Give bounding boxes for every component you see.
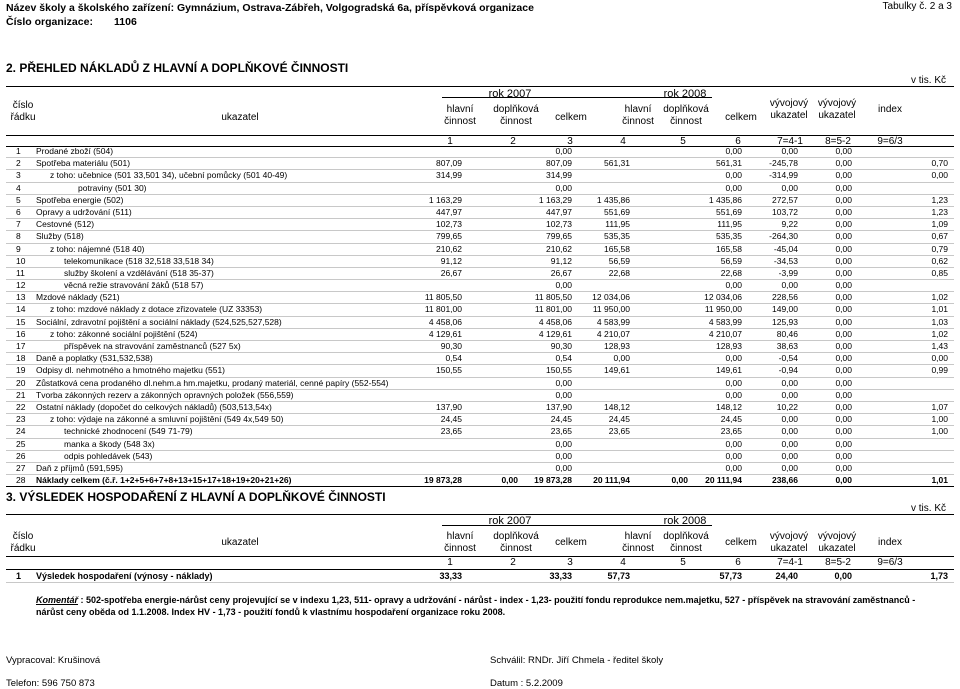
row-number: 19 <box>16 365 26 376</box>
row-value-col-3: 0,00 <box>555 377 572 388</box>
row-value-col-8: 0,00 <box>835 182 852 193</box>
s3-col-dev-2: vývojový ukazatel <box>817 531 857 554</box>
row-indicator: Daně a poplatky (531,532,538) <box>36 353 153 364</box>
row-value-col-7: 0,00 <box>781 389 798 400</box>
row-value-col-3: 90,30 <box>550 341 572 351</box>
row-number: 23 <box>16 414 26 425</box>
row-value-col-7: 9,22 <box>781 219 798 230</box>
row-value-col-6: 148,12 <box>716 401 742 412</box>
row-value-col-1: 23,65 <box>440 426 462 437</box>
row-value-col-6: 551,69 <box>716 206 742 217</box>
col-supp-2008: doplňková činnost <box>663 104 709 127</box>
row-value-col-3: 0,00 <box>555 389 572 400</box>
row-indicator: příspěvek na stravování zaměstnanců (527 5x) <box>64 341 241 351</box>
row-value-col-6: 1 435,86 <box>708 194 742 205</box>
row-value-col-1: 91,12 <box>440 255 462 266</box>
approved-by: Schválil: RNDr. Jiří Chmela - ředitel školy <box>490 655 664 666</box>
row-value-col-6: 0,00 <box>725 146 742 156</box>
row-value-col-9: 0,67 <box>931 231 948 242</box>
col-number-2: 2 <box>510 136 516 147</box>
row-value-col-8: 0,00 <box>835 219 852 230</box>
s3-col-index: index <box>878 537 902 548</box>
row-number: 15 <box>16 316 26 327</box>
row-value-col-8: 0,00 <box>835 328 852 339</box>
row-value-col-3: 23,65 <box>550 426 572 437</box>
row-number: 10 <box>16 255 26 266</box>
row-value-col-8: 0,00 <box>835 267 852 278</box>
row-value-col-1: 1 163,29 <box>428 194 462 205</box>
row-value-col-8: 0,00 <box>835 462 852 473</box>
row-indicator: Tvorba zákonných rezerv a zákonných opravných položek (556,559) <box>36 389 294 400</box>
row-value-col-7: 0,00 <box>781 377 798 388</box>
row-value-col-9: 1,09 <box>931 219 948 230</box>
row-value-col-6: 111,95 <box>717 219 742 230</box>
row-indicator: služby školení a vzdělávání (518 35-37) <box>64 267 214 278</box>
school-name: Název školy a školského zařízení: Gymnázium, Ostrava-Zábřeh, Volgogradská 6a, příspěvková organizace <box>6 2 534 14</box>
col-year-2008: rok 2008 <box>663 88 707 100</box>
row-number: 22 <box>16 401 26 412</box>
row-value-col-1: 799,65 <box>436 231 462 242</box>
row-value-col-8: 0,00 <box>835 158 852 169</box>
row-value-col-7: 24,40 <box>775 571 798 581</box>
row-value-col-9: 1,01 <box>931 475 948 486</box>
row-value-col-6: 24,45 <box>720 414 742 425</box>
s3-col-year-2008: rok 2008 <box>663 515 707 527</box>
s3-col-main-2007: hlavní činnost <box>444 531 476 554</box>
s3-col-number-4: 4 <box>620 557 626 568</box>
row-value-col-4: 111,95 <box>605 219 630 230</box>
row-indicator: Cestovné (512) <box>36 219 95 230</box>
row-value-col-9: 1,03 <box>931 316 948 327</box>
row-value-col-4: 551,69 <box>604 206 630 217</box>
row-value-col-6: 0,00 <box>725 170 742 181</box>
row-number: 13 <box>16 292 26 303</box>
row-indicator: Spotřeba materiálu (501) <box>36 158 131 169</box>
row-value-col-7: 0,00 <box>781 182 798 193</box>
row-value-col-7: 228,56 <box>772 292 798 303</box>
row-value-col-6: 0,00 <box>725 377 742 388</box>
row-indicator: odpis pohledávek (543) <box>64 450 153 461</box>
col-number-8: 8=5-2 <box>825 136 851 147</box>
row-number: 20 <box>16 377 26 388</box>
row-value-col-8: 0,00 <box>835 365 852 376</box>
row-value-col-6: 0,00 <box>725 280 742 291</box>
row-value-col-4: 535,35 <box>604 231 630 242</box>
row-number: 25 <box>16 438 26 449</box>
row-value-col-8: 0,00 <box>835 401 852 412</box>
row-value-col-8: 0,00 <box>835 377 852 388</box>
row-value-col-4: 12 034,06 <box>592 292 630 303</box>
col-dev-2: vývojový ukazatel <box>817 98 857 121</box>
row-value-col-6: 22,68 <box>720 267 742 278</box>
row-value-col-7: -314,99 <box>769 170 798 181</box>
row-value-col-1: 4 129,61 <box>428 328 462 339</box>
row-value-col-3: 0,00 <box>555 438 572 449</box>
row-value-col-9: 0,62 <box>931 255 948 266</box>
row-value-col-9: 1,43 <box>931 341 948 351</box>
row-value-col-9: 0,70 <box>931 158 948 169</box>
row-value-col-4: 148,12 <box>604 401 630 412</box>
s3-col-number-9: 9=6/3 <box>877 557 903 568</box>
row-value-col-8: 0,00 <box>835 255 852 266</box>
row-value-col-7: 0,00 <box>781 462 798 473</box>
row-value-col-8: 0,00 <box>835 450 852 461</box>
row-value-col-7: 80,46 <box>776 328 798 339</box>
row-value-col-6: 12 034,06 <box>704 292 742 303</box>
row-indicator: Ostatní náklady (dopočet do celkových nákladů) (503,513,54x) <box>36 401 272 412</box>
row-value-col-3: 150,55 <box>546 365 572 376</box>
row-value-col-4: 11 950,00 <box>592 304 630 315</box>
row-value-col-3: 102,73 <box>546 219 572 230</box>
row-value-col-8: 0,00 <box>835 280 852 291</box>
row-value-col-7: 0,00 <box>781 438 798 449</box>
row-indicator: Opravy a udržování (511) <box>36 206 132 217</box>
row-value-col-8: 0,00 <box>835 243 852 254</box>
col-index: index <box>878 104 902 115</box>
row-indicator: Služby (518) <box>36 231 84 242</box>
comment <box>36 594 936 618</box>
date: Datum : 5.2.2009 <box>490 678 563 689</box>
row-value-col-6: 0,00 <box>725 389 742 400</box>
row-value-col-4: 1 435,86 <box>596 194 630 205</box>
row-value-col-7: 10,22 <box>776 401 798 412</box>
section3-unit: v tis. Kč <box>910 503 946 514</box>
row-value-col-3: 26,67 <box>550 267 572 278</box>
row-value-col-8: 0,00 <box>835 194 852 205</box>
row-value-col-4: 4 583,99 <box>596 316 630 327</box>
row-indicator: Zůstatková cena prodaného dl.nehm.a hm.majetku, prodaný materiál, cenné papíry (552-554) <box>36 377 389 388</box>
row-number: 6 <box>16 206 21 217</box>
org-label: Číslo organizace: <box>6 16 93 28</box>
row-value-col-3: 24,45 <box>550 414 572 425</box>
col-supp-2007: doplňková činnost <box>493 104 539 127</box>
row-value-col-1: 90,30 <box>440 341 462 351</box>
row-number: 9 <box>16 243 21 254</box>
col-number-3: 3 <box>567 136 573 147</box>
row-value-col-3: 1 163,29 <box>538 194 572 205</box>
row-value-col-2: 0,00 <box>501 475 518 486</box>
row-value-col-8: 0,00 <box>835 389 852 400</box>
row-number: 21 <box>16 389 26 400</box>
row-value-col-4: 128,93 <box>604 341 630 351</box>
row-value-col-7: 0,00 <box>781 450 798 461</box>
row-number: 28 <box>16 475 26 486</box>
col-number-7: 7=4-1 <box>777 136 803 147</box>
row-value-col-3: 4 129,61 <box>538 328 572 339</box>
row-value-col-4: 149,61 <box>604 365 630 376</box>
col-indicator: ukazatel <box>221 112 259 123</box>
row-value-col-6: 4 210,07 <box>708 328 742 339</box>
row-value-col-3: 11 805,50 <box>534 292 572 303</box>
s3-col-supp-2008: doplňková činnost <box>663 531 709 554</box>
row-value-col-4: 0,00 <box>613 353 630 364</box>
s3-col-main-2008: hlavní činnost <box>622 531 654 554</box>
row-value-col-9: 0,99 <box>931 365 948 376</box>
row-value-col-9: 1,23 <box>931 206 948 217</box>
row-value-col-6: 128,93 <box>716 341 742 351</box>
row-value-col-6: 56,59 <box>720 255 742 266</box>
col-number-1: 1 <box>447 136 453 147</box>
section2-unit: v tis. Kč <box>910 75 946 86</box>
row-value-col-6: 561,31 <box>716 158 742 169</box>
row-value-col-9: 0,00 <box>931 170 948 181</box>
row-value-col-8: 0,00 <box>835 231 852 242</box>
row-value-col-3: 19 873,28 <box>534 475 572 486</box>
s3-col-indicator: ukazatel <box>221 537 259 548</box>
row-value-col-1: 210,62 <box>436 243 462 254</box>
row-indicator: z toho: výdaje na zákonné a smluvní pojištění (549 4x,549 50) <box>50 414 284 425</box>
row-number: 26 <box>16 450 26 461</box>
row-value-col-3: 137,90 <box>546 401 572 412</box>
row-value-col-8: 0,00 <box>834 571 852 581</box>
row-value-col-1: 19 873,28 <box>424 475 462 486</box>
col-total-2008: celkem <box>725 112 757 123</box>
row-indicator: manka a škody (548 3x) <box>64 438 155 449</box>
row-value-col-9: 1,01 <box>931 304 948 315</box>
row-value-col-7: 238,66 <box>772 475 798 486</box>
row-value-col-6: 23,65 <box>720 426 742 437</box>
row-value-col-3: 0,00 <box>555 280 572 291</box>
row-value-col-1: 447,97 <box>436 206 462 217</box>
s3-col-number-1: 1 <box>447 557 453 568</box>
row-value-col-5: 0,00 <box>671 475 688 486</box>
row-indicator: Prodané zboží (504) <box>36 146 114 156</box>
row-value-col-1: 150,55 <box>436 365 462 376</box>
comment-text: : 502-spotřeba energie-nárůst ceny projevující se v indexu 1,23, 511- opravy a udržování - nárůst - index - 1,23- použití fondu reprodukce nem.majetku, 527 - příspěvek na stravování zaměstnanců - nárůst ceny oběda od 1.1.2008. Index HV - 1,73 - použití fondů k vlastnímu hospodaření organizace roku 2008. <box>36 595 916 617</box>
row-number: 4 <box>16 182 21 193</box>
row-indicator: z toho: zákonné sociální pojištění (524) <box>50 328 198 339</box>
row-value-col-3: 0,00 <box>555 146 572 156</box>
row-indicator: potraviny (501 30) <box>78 182 147 193</box>
row-value-col-3: 0,00 <box>555 450 572 461</box>
row-value-col-3: 807,09 <box>546 158 572 169</box>
s3-col-total-2007: celkem <box>555 537 587 548</box>
col-row-number: číslo řádku <box>10 100 36 123</box>
row-value-col-8: 0,00 <box>835 475 852 486</box>
row-indicator: věcná režie stravování žáků (518 57) <box>64 280 204 291</box>
row-value-col-7: 149,00 <box>772 304 798 315</box>
row-value-col-4: 165,58 <box>604 243 630 254</box>
section2-title: 2. PŘEHLED NÁKLADŮ Z HLAVNÍ A DOPLŇKOVÉ ČINNOSTI <box>6 61 349 75</box>
row-value-col-1: 4 458,06 <box>428 316 462 327</box>
result-row <box>6 570 954 583</box>
row-value-col-9: 1,73 <box>930 571 948 581</box>
row-value-col-7: 103,72 <box>772 206 798 217</box>
row-number: 12 <box>16 280 26 291</box>
row-number: 3 <box>16 170 21 181</box>
row-value-col-4: 561,31 <box>604 158 630 169</box>
s3-col-dev-1: vývojový ukazatel <box>769 531 809 554</box>
row-value-col-9: 0,00 <box>931 353 948 364</box>
row-value-col-8: 0,00 <box>835 426 852 437</box>
row-value-col-1: 33,33 <box>439 571 462 581</box>
col-main-2007: hlavní činnost <box>444 104 476 127</box>
row-value-col-3: 91,12 <box>550 255 572 266</box>
row-number: 8 <box>16 231 21 242</box>
col-dev-1: vývojový ukazatel <box>769 98 809 121</box>
row-value-col-7: -34,53 <box>773 255 798 266</box>
col-total-2007: celkem <box>555 112 587 123</box>
row-value-col-3: 210,62 <box>546 243 572 254</box>
row-value-col-6: 57,73 <box>719 571 742 581</box>
page-reference: Tabulky č. 2 a 3 <box>882 1 952 12</box>
s3-col-number-8: 8=5-2 <box>825 557 851 568</box>
row-value-col-3: 314,99 <box>546 170 572 181</box>
row-value-col-3: 799,65 <box>546 231 572 242</box>
row-value-col-6: 0,00 <box>725 353 742 364</box>
row-number: 2 <box>16 158 21 169</box>
row-value-col-8: 0,00 <box>835 304 852 315</box>
row-value-col-9: 1,02 <box>931 292 948 303</box>
row-indicator: Spotřeba energie (502) <box>36 194 124 205</box>
row-indicator: Náklady celkem (č.ř. 1+2+5+6+7+8+13+15+17+18+19+20+21+26) <box>36 475 292 486</box>
s3-col-row-number: číslo řádku <box>10 531 36 554</box>
comment-label: Komentář <box>36 595 79 605</box>
row-value-col-7: -245,78 <box>769 158 798 169</box>
row-value-col-6: 535,35 <box>716 231 742 242</box>
row-value-col-1: 137,90 <box>436 401 462 412</box>
row-value-col-4: 22,68 <box>608 267 630 278</box>
row-value-col-7: 0,00 <box>781 426 798 437</box>
row-value-col-9: 0,85 <box>931 267 948 278</box>
col-number-4: 4 <box>620 136 626 147</box>
row-value-col-4: 4 210,07 <box>596 328 630 339</box>
row-value-col-7: 125,93 <box>772 316 798 327</box>
row-value-col-6: 0,00 <box>725 462 742 473</box>
row-value-col-8: 0,00 <box>835 353 852 364</box>
row-value-col-1: 11 801,00 <box>424 304 462 315</box>
row-value-col-8: 0,00 <box>835 316 852 327</box>
row-value-col-7: 272,57 <box>772 194 798 205</box>
col-number-5: 5 <box>680 136 686 147</box>
row-indicator: z toho: učebnice (501 33,501 34), učební pomůcky (501 40-49) <box>50 170 288 181</box>
row-value-col-4: 24,45 <box>608 414 630 425</box>
row-number: 7 <box>16 219 21 230</box>
col-main-2008: hlavní činnost <box>622 104 654 127</box>
s3-col-number-6: 6 <box>735 557 741 568</box>
row-value-col-7: 0,00 <box>781 280 798 291</box>
row-value-col-7: 38,63 <box>776 341 798 351</box>
row-value-col-6: 11 950,00 <box>704 304 742 315</box>
row-indicator: z toho: nájemné (518 40) <box>50 243 145 254</box>
row-value-col-8: 0,00 <box>835 341 852 351</box>
s3-col-supp-2007: doplňková činnost <box>493 531 539 554</box>
s3-col-number-3: 3 <box>567 557 573 568</box>
row-value-col-4: 57,73 <box>607 571 630 581</box>
row-value-col-3: 0,00 <box>555 182 572 193</box>
row-value-col-3: 0,00 <box>555 462 572 473</box>
row-value-col-9: 1,07 <box>931 401 948 412</box>
row-value-col-8: 0,00 <box>835 414 852 425</box>
row-value-col-9: 1,02 <box>931 328 948 339</box>
row-value-col-9: 1,00 <box>931 414 948 425</box>
row-value-col-7: 0,00 <box>781 146 798 156</box>
row-value-col-1: 24,45 <box>440 414 462 425</box>
row-value-col-3: 0,54 <box>555 353 572 364</box>
row-value-col-1: 0,54 <box>445 353 462 364</box>
row-value-col-9: 1,23 <box>931 194 948 205</box>
row-value-col-7: -0,54 <box>778 353 798 364</box>
section3-title: 3. VÝSLEDEK HOSPODAŘENÍ Z HLAVNÍ A DOPLŇKOVÉ ČINNOSTI <box>6 490 386 504</box>
row-indicator: telekomunikace (518 32,518 33,518 34) <box>64 255 214 266</box>
col-year-2007: rok 2007 <box>488 88 532 100</box>
row-value-col-8: 0,00 <box>835 206 852 217</box>
row-value-col-3: 11 801,00 <box>534 304 572 315</box>
row-value-col-6: 4 583,99 <box>708 316 742 327</box>
row-indicator: Sociální, zdravotní pojištění a sociální náklady (524,525,527,528) <box>36 316 282 327</box>
row-value-col-3: 447,97 <box>546 206 572 217</box>
row-number: 1 <box>16 146 21 156</box>
row-value-col-7: 0,00 <box>781 414 798 425</box>
row-value-col-4: 23,65 <box>608 426 630 437</box>
row-number: 18 <box>16 353 26 364</box>
row-value-col-1: 26,67 <box>440 267 462 278</box>
phone: Telefon: 596 750 873 <box>6 678 95 689</box>
row-value-col-6: 149,61 <box>716 365 742 376</box>
col-number-6: 6 <box>735 136 741 147</box>
row-indicator: z toho: mzdové náklady z dotace zřizovatele (UZ 33353) <box>50 304 263 315</box>
row-value-col-4: 20 111,94 <box>593 475 630 486</box>
row-indicator: Daň z příjmů (591,595) <box>36 462 123 473</box>
row-number: 24 <box>16 426 26 437</box>
row-value-col-6: 20 111,94 <box>705 475 742 486</box>
s3-col-number-2: 2 <box>510 557 516 568</box>
row-value-col-6: 0,00 <box>725 182 742 193</box>
row-value-col-8: 0,00 <box>835 146 852 156</box>
row-number: 16 <box>16 328 26 339</box>
s3-col-number-7: 7=4-1 <box>777 557 803 568</box>
col-number-9: 9=6/3 <box>877 136 903 147</box>
row-value-col-8: 0,00 <box>835 170 852 181</box>
row-value-col-1: 11 805,50 <box>424 292 462 303</box>
row-number: 27 <box>16 462 26 473</box>
row-value-col-7: -264,30 <box>769 231 798 242</box>
prepared-by: Vypracoval: Krušinová <box>6 655 101 666</box>
row-value-col-7: -3,99 <box>778 267 798 278</box>
row-value-col-9: 1,00 <box>931 426 948 437</box>
row-indicator: technické zhodnocení (549 71-79) <box>64 426 193 437</box>
row-number: 5 <box>16 194 21 205</box>
row-value-col-7: -45,04 <box>773 243 798 254</box>
row-value-col-4: 56,59 <box>608 255 630 266</box>
row-indicator: Odpisy dl. nehmotného a hmotného majetku (551) <box>36 365 226 376</box>
row-indicator: Výsledek hospodaření (výnosy - náklady) <box>36 571 213 581</box>
row-value-col-8: 0,00 <box>835 292 852 303</box>
s3-col-year-2007: rok 2007 <box>488 515 532 527</box>
row-value-col-6: 0,00 <box>725 450 742 461</box>
row-value-col-3: 33,33 <box>549 571 572 581</box>
row-number: 11 <box>16 267 25 278</box>
row-number: 14 <box>16 304 26 315</box>
row-value-col-3: 4 458,06 <box>538 316 572 327</box>
row-value-col-1: 314,99 <box>436 170 462 181</box>
row-value-col-9: 0,79 <box>931 243 948 254</box>
row-value-col-8: 0,00 <box>835 438 852 449</box>
s3-col-total-2008: celkem <box>725 537 757 548</box>
row-value-col-1: 807,09 <box>436 158 462 169</box>
row-number: 1 <box>16 571 22 581</box>
row-number: 17 <box>16 341 26 351</box>
row-indicator: Mzdové náklady (521) <box>36 292 120 303</box>
org-number: 1106 <box>114 16 137 28</box>
s3-col-number-5: 5 <box>680 557 686 568</box>
row-value-col-6: 0,00 <box>725 438 742 449</box>
row-value-col-7: -0,94 <box>778 365 798 376</box>
row-value-col-1: 102,73 <box>436 219 462 230</box>
row-value-col-6: 165,58 <box>716 243 742 254</box>
